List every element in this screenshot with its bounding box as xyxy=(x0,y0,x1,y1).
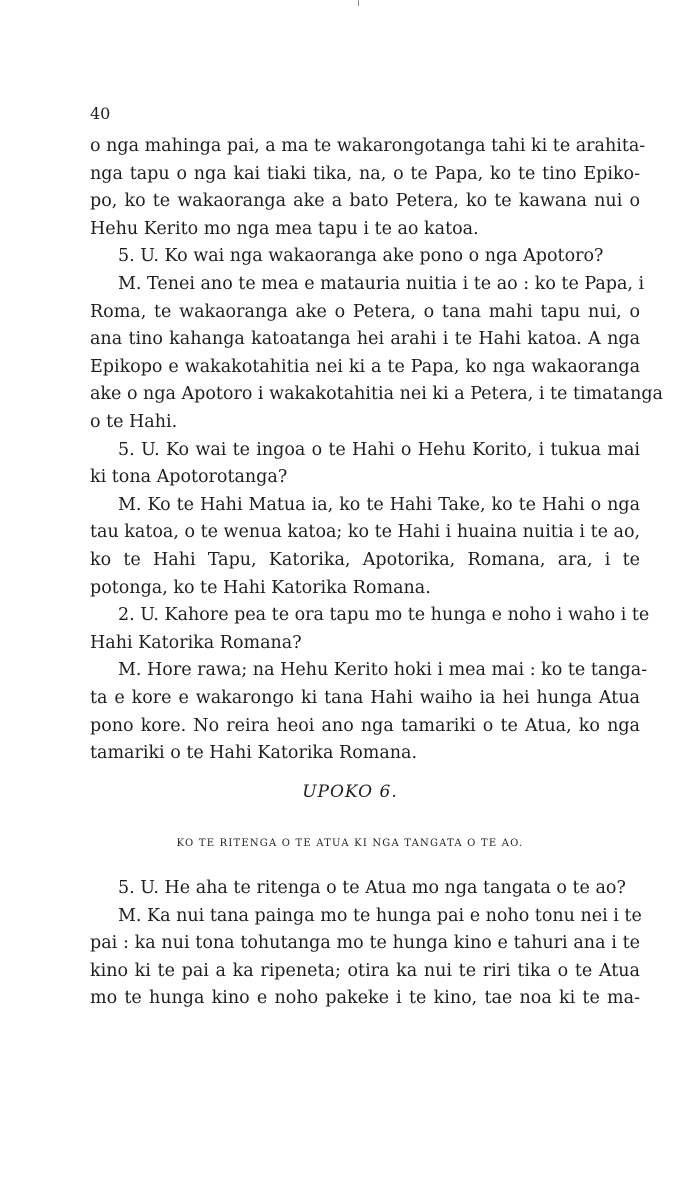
text-line: ana tino kahanga katoatanga hei arahi i te Hahi katoa. A nga xyxy=(90,329,640,350)
text-line: kino ki te pai a ka ripeneta; otira ka nui te riri tika o te Atua xyxy=(90,960,640,981)
page-number: 40 xyxy=(90,104,111,123)
text-line: Hehu Kerito mo nga mea tapu i te ao katoa. xyxy=(90,218,479,239)
text-line: ki tona Apotorotanga? xyxy=(90,467,288,488)
text-line: o te Hahi. xyxy=(90,412,178,432)
text-line: M. Hore rawa; na Hehu Kerito hoki i mea mai : ko te tanga- xyxy=(118,660,648,681)
text-line: pono kore. No reira heoi ano nga tamariki o te Atua, ko nga xyxy=(90,715,640,736)
text-line: ko te Hahi Tapu, Katorika, Apotorika, Romana, ara, i te xyxy=(90,550,640,570)
text-line: tau katoa, o te wenua katoa; ko te Hahi i huaina nuitia i te ao, xyxy=(90,522,641,543)
text-line: mo te hunga kino e noho pakeke i te kino, tae noa ki te ma- xyxy=(90,988,640,1009)
text-line: pai : ka nui tona tohutanga mo te hunga kino e tahuri ana i te xyxy=(90,933,640,954)
text-line: 5. U. Ko wai nga wakaoranga ake pono o nga Apotoro? xyxy=(118,246,604,267)
text-line: M. Ko te Hahi Matua ia, ko te Hahi Take, ko te Hahi o nga xyxy=(118,494,640,515)
text-line: nga tapu o nga kai tiaki tika, na, o te Papa, ko te tino Epiko- xyxy=(90,163,640,184)
text-line: ta e kore e wakarongo ki tana Hahi waiho ia hei hunga Atua xyxy=(90,688,640,708)
text-line: Roma, te wakaoranga ake o Petera, o tana mahi tapu nui, o xyxy=(90,301,640,322)
text-line: tamariki o te Hahi Katorika Romana. xyxy=(90,743,418,764)
chapter-subheading: KO TE RITENGA O TE ATUA KI NGA TANGATA O TE AO. xyxy=(176,838,524,849)
text-line: ake o nga Apotoro i wakakotahitia nei ki a Petera, i te timatanga xyxy=(90,384,663,405)
text-line: 5. U. Ko wai te ingoa o te Hahi o Hehu Korito, i tukua mai xyxy=(118,439,640,460)
text-line: po, ko te wakaoranga ake a bato Petera, ko te kawana nui o xyxy=(90,191,640,212)
text-line: 5. U. He aha te ritenga o te Atua mo nga tangata o te ao? xyxy=(118,878,626,898)
text-line: M. Tenei ano te mea e matauria nuitia i te ao : ko te Papa, i xyxy=(118,274,645,294)
text-line: o nga mahinga pai, a ma te wakarongotanga tahi ki te arahita- xyxy=(90,136,646,156)
text-line: Epikopo e wakakotahitia nei ki a te Papa, ko nga wakaoranga xyxy=(90,356,640,377)
top-edge-mark xyxy=(358,0,359,6)
text-line: potonga, ko te Hahi Katorika Romana. xyxy=(90,577,431,598)
text-line: 2. U. Kahore pea te ora tapu mo te hunga e noho i waho i te xyxy=(118,605,650,626)
text-line: Hahi Katorika Romana? xyxy=(90,632,302,653)
chapter-heading: UPOKO 6. xyxy=(302,782,398,802)
text-line: M. Ka nui tana painga mo te hunga pai e noho tonu nei i te xyxy=(118,905,642,926)
